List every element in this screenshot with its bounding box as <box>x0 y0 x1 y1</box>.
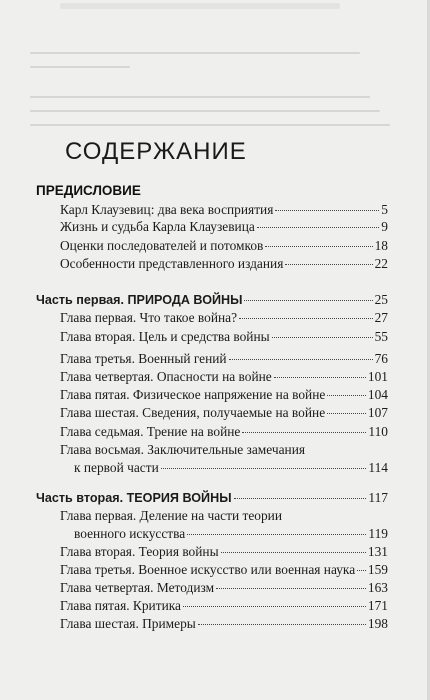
toc-entry[interactable] <box>60 562 388 580</box>
toc-entry-page: 76 <box>374 351 388 366</box>
toc-entry-page: 171 <box>367 598 388 613</box>
toc-entry[interactable] <box>60 598 388 616</box>
toc-entry[interactable] <box>60 616 388 634</box>
dot-leader <box>244 300 372 301</box>
dot-leader <box>285 264 372 265</box>
dot-leader <box>187 534 366 535</box>
dot-leader <box>229 359 373 360</box>
toc-entry-label: Глава шестая. Примеры <box>60 616 196 631</box>
toc-entry[interactable] <box>74 526 388 544</box>
toc-entry[interactable] <box>60 387 388 405</box>
part-two-page: 117 <box>368 490 388 505</box>
dot-leader <box>327 413 366 414</box>
dot-leader <box>239 318 373 319</box>
toc-entry-page: 22 <box>374 256 388 271</box>
toc-entry-label: Особенности представленного издания <box>60 256 284 271</box>
toc-entry-label: Глава третья. Военное искусство или военная наука <box>60 562 356 577</box>
dot-leader <box>275 210 379 211</box>
toc-entry-page: 101 <box>367 369 388 384</box>
toc-entry[interactable] <box>60 580 388 598</box>
part-two-entry[interactable] <box>36 490 388 508</box>
toc-entry-label: Глава первая. Что такое война? <box>60 310 238 325</box>
toc-entry-page: 163 <box>367 580 388 595</box>
dot-leader <box>161 468 367 469</box>
dot-leader <box>265 246 372 247</box>
toc-entry-label: Глава пятая. Критика <box>60 598 181 613</box>
toc-entry-page: 107 <box>367 405 388 420</box>
part-two-label: Часть вторая. ТЕОРИЯ ВОЙНЫ <box>36 491 232 505</box>
toc-entry-page: 55 <box>374 329 388 344</box>
dot-leader <box>221 552 366 553</box>
toc-entry-label: Глава пятая. Физическое напряжение на войне <box>60 387 326 402</box>
toc-entry[interactable] <box>60 310 388 328</box>
toc-entry-label: Глава вторая. Теория войны <box>60 544 219 559</box>
toc-entry-page: 198 <box>367 616 388 631</box>
toc-entry-label-continued: военного искусства <box>74 526 186 541</box>
toc-entry[interactable] <box>74 460 388 478</box>
toc-entry[interactable] <box>60 424 388 442</box>
toc-entry[interactable] <box>60 256 388 274</box>
dot-leader <box>327 395 366 396</box>
toc-entry-label: Глава шестая. Сведения, получаемые на войне <box>60 405 326 420</box>
toc-entry-label[interactable]: Глава первая. Деление на части теории <box>60 508 282 523</box>
part-one-page: 25 <box>374 292 388 307</box>
dot-leader <box>183 606 366 607</box>
toc-entry-page: 5 <box>381 202 388 217</box>
toc-entry[interactable] <box>60 329 388 347</box>
dot-leader <box>257 227 379 228</box>
toc-entry-page: 18 <box>374 238 388 253</box>
toc-entry[interactable] <box>60 202 388 220</box>
toc-entry-page: 119 <box>368 526 388 541</box>
toc-entry[interactable] <box>60 351 388 369</box>
preface-heading: ПРЕДИСЛОВИЕ <box>36 183 141 198</box>
toc-entry[interactable] <box>60 405 388 423</box>
toc-entry-label: Оценки последователей и потомков <box>60 238 264 253</box>
toc-entry[interactable] <box>60 544 388 562</box>
toc-entry-page: 27 <box>374 310 388 325</box>
toc-entry-label: Глава третья. Военный гений <box>60 351 227 366</box>
toc-entry[interactable] <box>60 369 388 387</box>
toc-entry-page: 114 <box>368 460 388 475</box>
toc-entry-page: 110 <box>368 424 388 439</box>
toc-entry-label: Глава вторая. Цель и средства войны <box>60 329 270 344</box>
toc-entry-page: 104 <box>367 387 388 402</box>
toc-entry-label-continued: к первой части <box>74 460 159 475</box>
dot-leader <box>216 588 366 589</box>
toc-entry-page: 131 <box>367 544 388 559</box>
toc-entry-label[interactable]: Глава восьмая. Заключительные замечания <box>60 442 306 457</box>
dot-leader <box>234 498 367 499</box>
dot-leader <box>198 624 366 625</box>
toc-entry-label: Жизнь и судьба Карла Клаузевица <box>60 219 255 234</box>
part-one-entry[interactable] <box>36 292 388 310</box>
toc-entry-label: Карл Клаузевиц: два века восприятия <box>60 202 274 217</box>
toc-entry-label: Глава седьмая. Трение на войне <box>60 424 241 439</box>
toc-entry[interactable] <box>60 238 388 256</box>
toc-entry-label: Глава четвертая. Опасности на войне <box>60 369 272 384</box>
dot-leader <box>274 377 366 378</box>
toc-entry-page: 9 <box>381 219 388 234</box>
dot-leader <box>272 337 373 338</box>
toc-entry-page: 159 <box>367 562 388 577</box>
toc-entry[interactable] <box>60 219 388 237</box>
toc-entry-label: Глава четвертая. Методизм <box>60 580 215 595</box>
part-one-label: Часть первая. ПРИРОДА ВОЙНЫ <box>36 293 243 307</box>
page-title: СОДЕРЖАНИЕ <box>65 138 247 165</box>
dot-leader <box>242 432 366 433</box>
dot-leader <box>357 570 366 571</box>
